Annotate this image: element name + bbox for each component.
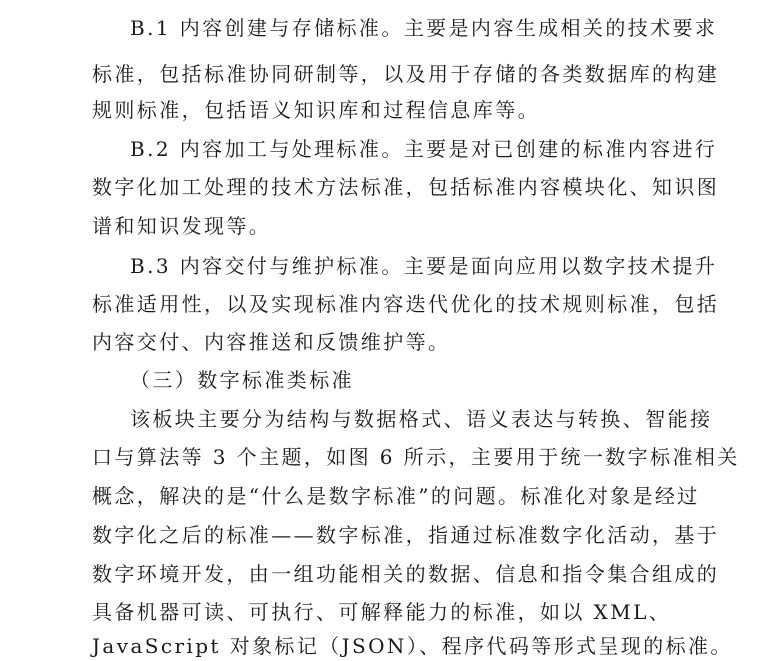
p3-line-4: 数字化之后的标准——数字标准，指通过标准数字化活动，基于	[92, 523, 720, 547]
section-heading: （三）数字标准类标准	[130, 368, 354, 392]
b2-line-2: 数字化加工处理的技术方法标准，包括标准内容模块化、知识图	[92, 175, 720, 199]
p3-line-1: 该板块主要分为结构与数据格式、语义表达与转换、智能接	[130, 407, 713, 431]
p3-line-2: 口与算法等 3 个主题，如图 6 所示，主要用于统一数字标准相关	[92, 445, 740, 469]
p3-line-7: JavaScript 对象标记（JSON）、程序代码等形式呈现的标准。	[92, 634, 733, 658]
b1-line-1: B.1 内容创建与存储标准。主要是内容生成相关的技术要求	[130, 16, 718, 40]
b2-line-3: 谱和知识发现等。	[92, 214, 272, 238]
b3-line-2: 标准适用性，以及实现标准内容迭代优化的技术规则标准，包括	[92, 292, 720, 316]
b1-line-2: 标准，包括标准协同研制等，以及用于存储的各类数据库的构建	[92, 62, 720, 86]
b1-line-3: 规则标准，包括语义知识库和过程信息库等。	[92, 98, 540, 122]
b2-line-1: B.2 内容加工与处理标准。主要是对已创建的标准内容进行	[130, 137, 718, 161]
b3-line-3: 内容交付、内容推送和反馈维护等。	[92, 330, 451, 354]
p3-line-5: 数字环境开发，由一组功能相关的数据、信息和指令集合组成的	[92, 562, 720, 586]
p3-line-6: 具备机器可读、可执行、可解释能力的标准，如以 XML、	[92, 600, 672, 624]
b3-line-1: B.3 内容交付与维护标准。主要是面向应用以数字技术提升	[130, 254, 718, 278]
p3-line-3: 概念，解决的是“什么是数字标准”的问题。标准化对象是经过	[92, 484, 700, 508]
